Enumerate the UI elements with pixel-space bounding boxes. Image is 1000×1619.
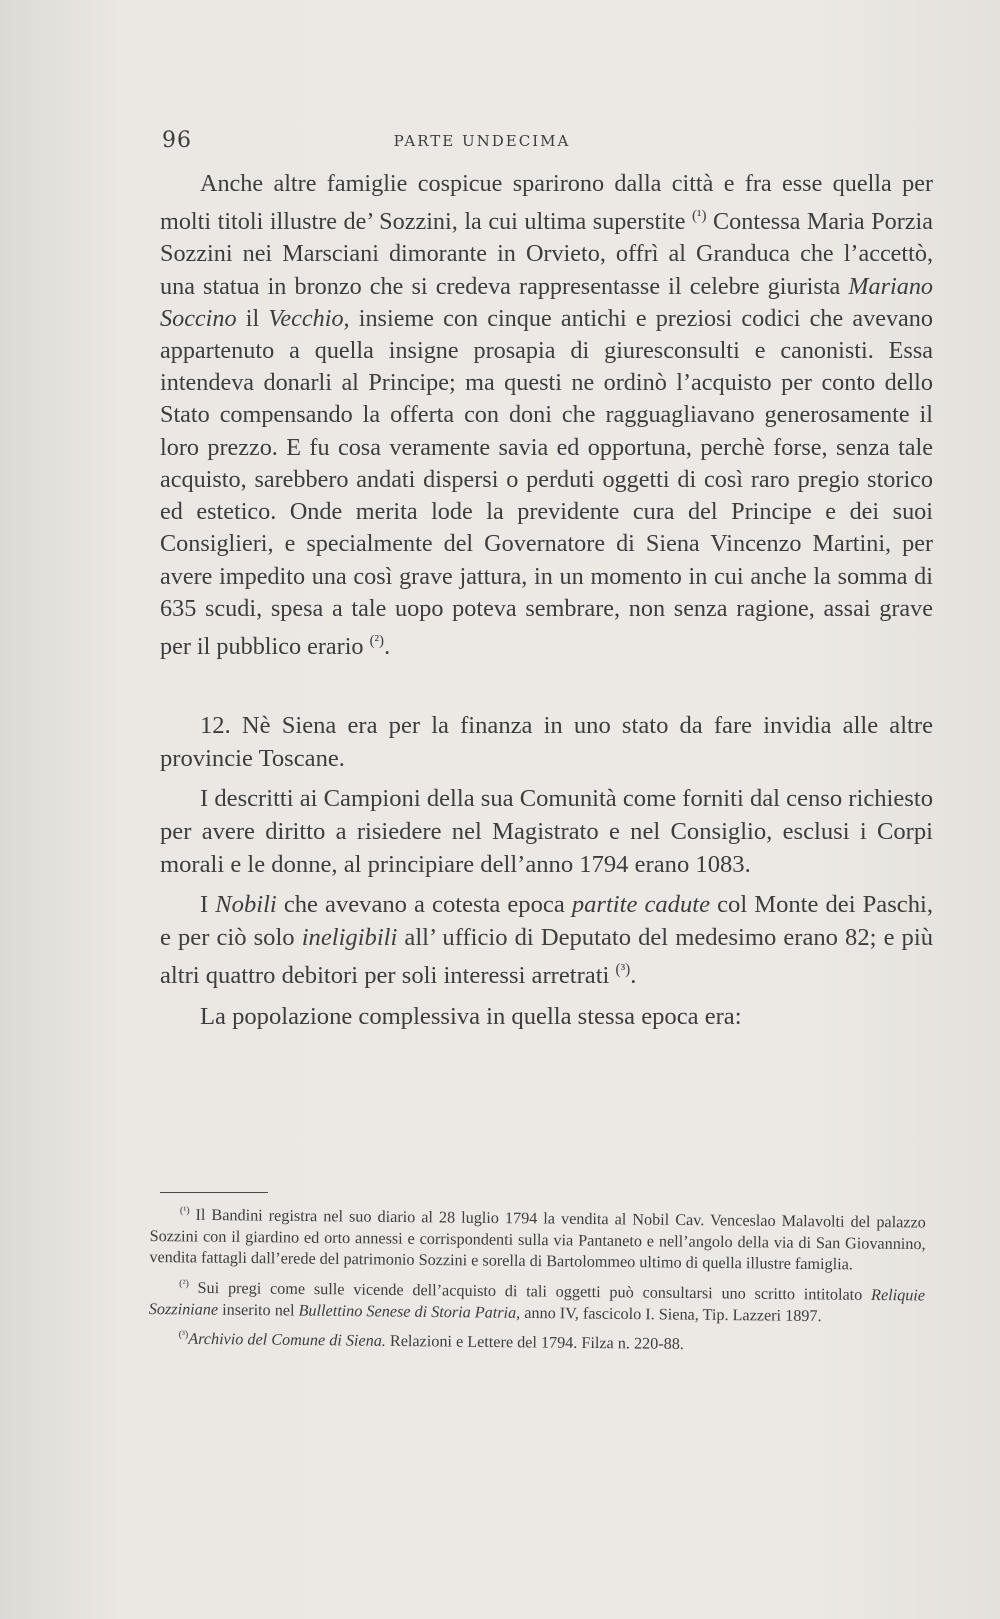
page-number: 96 bbox=[162, 128, 192, 153]
text-run: che avevano a cotesta epoca bbox=[276, 891, 572, 919]
footnote-text: Relazioni e Lettere del 1794. Filza n. 220-88. bbox=[385, 1332, 685, 1354]
italic-title: Archivio del Comune di Siena. bbox=[188, 1330, 386, 1351]
footnote-rule bbox=[160, 1192, 268, 1193]
footnote-text: inserito nel bbox=[218, 1300, 299, 1320]
italic-name: Vecchio, bbox=[268, 304, 350, 332]
page-header bbox=[162, 128, 932, 158]
body-text bbox=[160, 168, 933, 1042]
paragraph-descritti: I descritti ai Campioni della sua Comunità come forniti dal censo richiesto per avere diritto a risiedere nel Magistrato e nel Consiglio, esclusi i Corpi morali e le donne, al principiare dell’anno 1794 erano 1083. bbox=[160, 785, 933, 878]
text-run: insieme con cinque antichi e preziosi codici che avevano appartenuto a quella insigne prosapia di giuresconsulti e canonisti. Essa intendeva donarli al Principe; ma questi ne ordinò l’acquisto per conto dello Stato compensando la offerta con doni che ragguagliavano generosamente il loro prezzo. E fu cosa veramente savia ed opportuna, perchè forse, senza tale acquisto, sarebbero andati dispersi o perduti oggetti di così raro pregio storico ed estetico. Onde merita lode la previdente cura del Principe e dei suoi Consiglieri, e specialmente del Governatore di Siena Vincenzo Martini, per avere impedito una così grave jattura, in un momento in cui anche la somma di 635 scudi, spesa a tale uopo poteva sembrare, non senza ragione, assai grave per il pubblico erario bbox=[160, 304, 933, 660]
section-12 bbox=[160, 710, 933, 1034]
paragraph-popolazione: La popolazione complessiva in quella stessa epoca era: bbox=[200, 1003, 742, 1031]
text-run: Contessa Maria Porzia Sozzini nei Marsciani dimorante in Orvieto, offrì al Granduca che l’accettò, una statua in bronzo che si credeva rappresentasse il celebre giurista bbox=[160, 208, 933, 300]
footnote-2 bbox=[149, 1273, 925, 1329]
footnote-mark: (²) bbox=[179, 1278, 189, 1290]
text-run: . bbox=[630, 962, 637, 990]
running-head: PARTE UNDECIMA bbox=[393, 132, 571, 150]
text-run: il bbox=[236, 304, 269, 332]
footnote-mark: (³) bbox=[178, 1329, 189, 1341]
italic-title: Bullettino Senese di Storia Patria, bbox=[298, 1301, 521, 1322]
footnote-1 bbox=[149, 1200, 926, 1277]
footnote-ref-1: (¹) bbox=[691, 208, 707, 225]
italic-term: Nobili bbox=[215, 891, 277, 919]
text-run: . bbox=[384, 632, 391, 660]
paragraph-finanza: 12. Nè Siena era per la finanza in uno stato da fare invidia alle altre provincie Toscane. bbox=[160, 712, 933, 772]
footnote-text: Sui pregi come sulle vicende dell’acquisto di tali oggetti può consultarsi uno scritto intitolato bbox=[188, 1278, 872, 1304]
section-break bbox=[160, 663, 933, 710]
footnote-text: anno IV, fascicolo I. Siena, Tip. Lazzeri 1897. bbox=[520, 1303, 822, 1325]
italic-term: partite cadute bbox=[571, 891, 711, 919]
footnote-mark: (¹) bbox=[179, 1205, 190, 1217]
text-run: col Monte dei Paschi, e per ciò solo bbox=[160, 891, 933, 951]
paragraph-sozzini bbox=[160, 168, 933, 663]
text-run: Anche altre famiglie cospicue sparirono dalla città e fra esse quella per molti titoli illustre de’ Sozzini, la cui ultima superstite bbox=[160, 170, 933, 236]
text-run: all’ ufficio di Deputato del medesimo erano 82; e più altri quattro debitori per soli interessi arretrati bbox=[160, 923, 933, 990]
italic-term: ineligibili bbox=[301, 923, 398, 951]
paragraph-nobili bbox=[160, 889, 933, 993]
italic-name: Mariano Soccino bbox=[160, 272, 933, 332]
footnote-text: Il Bandini registra nel suo diario al 28 luglio 1794 la vendita al Nobil Cav. Venceslao Malavolti del palazzo Sozzini con il giardino ed orto annessi e corrispondenti sulla via Pantaneto e nell’angolo della via di San Giovannino, vendita fattagli dall’erede del patrimonio Sozzini e sorella di Bartolommeo ultimo di quella illustre famiglia. bbox=[149, 1205, 926, 1274]
footnote-ref-2: (²) bbox=[369, 632, 385, 649]
italic-title: Reliquie Sozziniane bbox=[148, 1285, 926, 1319]
footnotes bbox=[148, 1200, 926, 1362]
footnote-3 bbox=[148, 1324, 924, 1358]
text-run: I bbox=[200, 891, 216, 919]
footnote-ref-3: (³) bbox=[615, 961, 631, 979]
